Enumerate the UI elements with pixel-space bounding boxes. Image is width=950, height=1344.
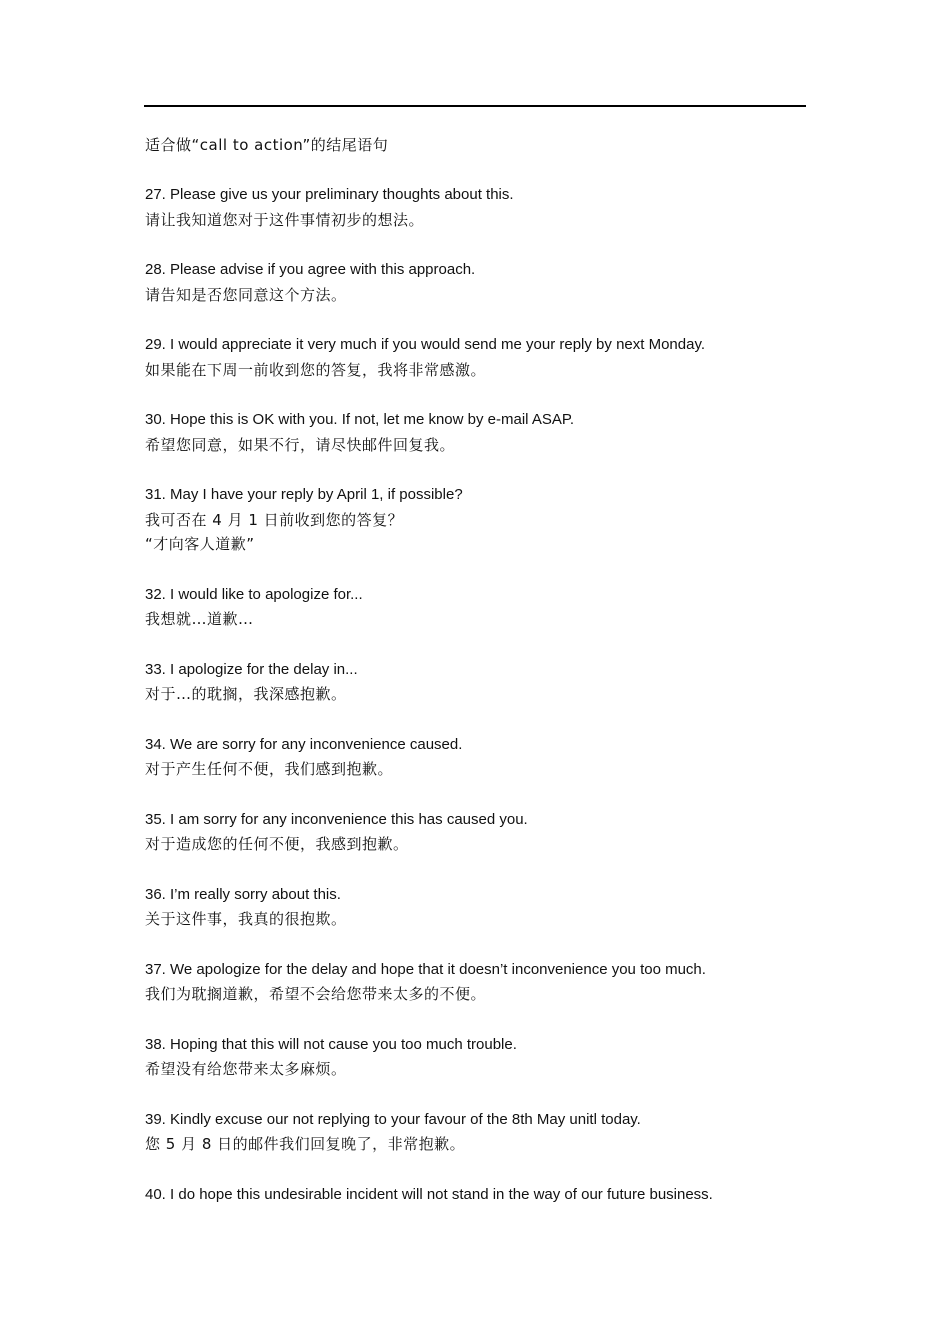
phrase-entry [145,583,785,632]
phrase-entry [145,258,785,307]
phrase-english: 29. I would appreciate it very much if you would send me your reply by next Monday. [145,336,706,353]
phrase-english: 27. Please give us your preliminary thoughts about this. [145,186,514,203]
phrase-entry [145,1108,785,1157]
phrase-chinese: 我想就…道歉… [145,610,254,628]
phrase-chinese: 希望您同意，如果不行，请尽快邮件回复我。 [145,435,456,454]
phrase-english: 38. Hoping that this will not cause you too much trouble. [145,1035,517,1053]
phrase-entry [145,958,785,1007]
phrase-entry [145,808,785,857]
phrase-english: 32. I would like to apologize for... [145,585,363,603]
phrase-entry [145,483,785,557]
phrase-chinese: 希望没有给您带来太多麻烦。 [145,1060,347,1078]
phrase-chinese: 对于…的耽搁，我深感抱歉。 [145,685,347,703]
section-intro: 适合做“call to action”的结尾语句 [145,136,389,154]
phrase-chinese: 对于产生任何不便，我们感到抱歉。 [145,760,394,778]
phrase-entry [145,658,785,707]
phrase-chinese: 如果能在下周一前收到您的答复，我将非常感激。 [145,360,487,379]
phrase-chinese: 请告知是否您同意这个方法。 [145,285,347,304]
phrase-english: 37. We apologize for the delay and hope that it doesn’t inconvenience you too much. [145,960,706,978]
phrase-entry [145,333,785,382]
phrase-entry [145,1183,785,1208]
phrase-entry [145,408,785,457]
phrase-english: 36. I’m really sorry about this. [145,885,341,903]
phrase-chinese: 请让我知道您对于这件事情初步的想法。 [145,210,425,229]
phrase-english: 31. May I have your reply by April 1, if possible? [145,486,463,503]
phrase-chinese: 我可否在 4 月 1 日前收到您的答复？ [145,510,404,529]
phrase-entry [145,733,785,782]
header-rule [144,105,806,107]
phrase-entry [145,183,785,232]
document-body [145,133,785,1233]
phrase-english: 39. Kindly excuse our not replying to your favour of the 8th May unitl today. [145,1110,641,1128]
phrase-english: 34. We are sorry for any inconvenience caused. [145,735,463,753]
phrase-list [145,183,785,1207]
phrase-chinese: 您 5 月 8 日的邮件我们回复晚了，非常抱歉。 [145,1135,466,1153]
phrase-english: 40. I do hope this undesirable incident will not stand in the way of our future business. [145,1185,713,1203]
phrase-english: 35. I am sorry for any inconvenience this has caused you. [145,810,528,828]
phrase-entry [145,883,785,932]
phrase-english: 33. I apologize for the delay in... [145,660,358,678]
phrase-english: 30. Hope this is OK with you. If not, let me know by e-mail ASAP. [145,411,575,428]
phrase-chinese: 我们为耽搁道歉，希望不会给您带来太多的不便。 [145,985,487,1003]
phrase-chinese: 关于这件事，我真的很抱欺。 [145,910,347,928]
phrase-english: 28. Please advise if you agree with this approach. [145,261,476,278]
phrase-entry [145,1033,785,1082]
phrase-chinese: 对于造成您的任何不便，我感到抱歉。 [145,835,409,853]
phrase-chinese: “才向客人道歉” [145,535,255,553]
